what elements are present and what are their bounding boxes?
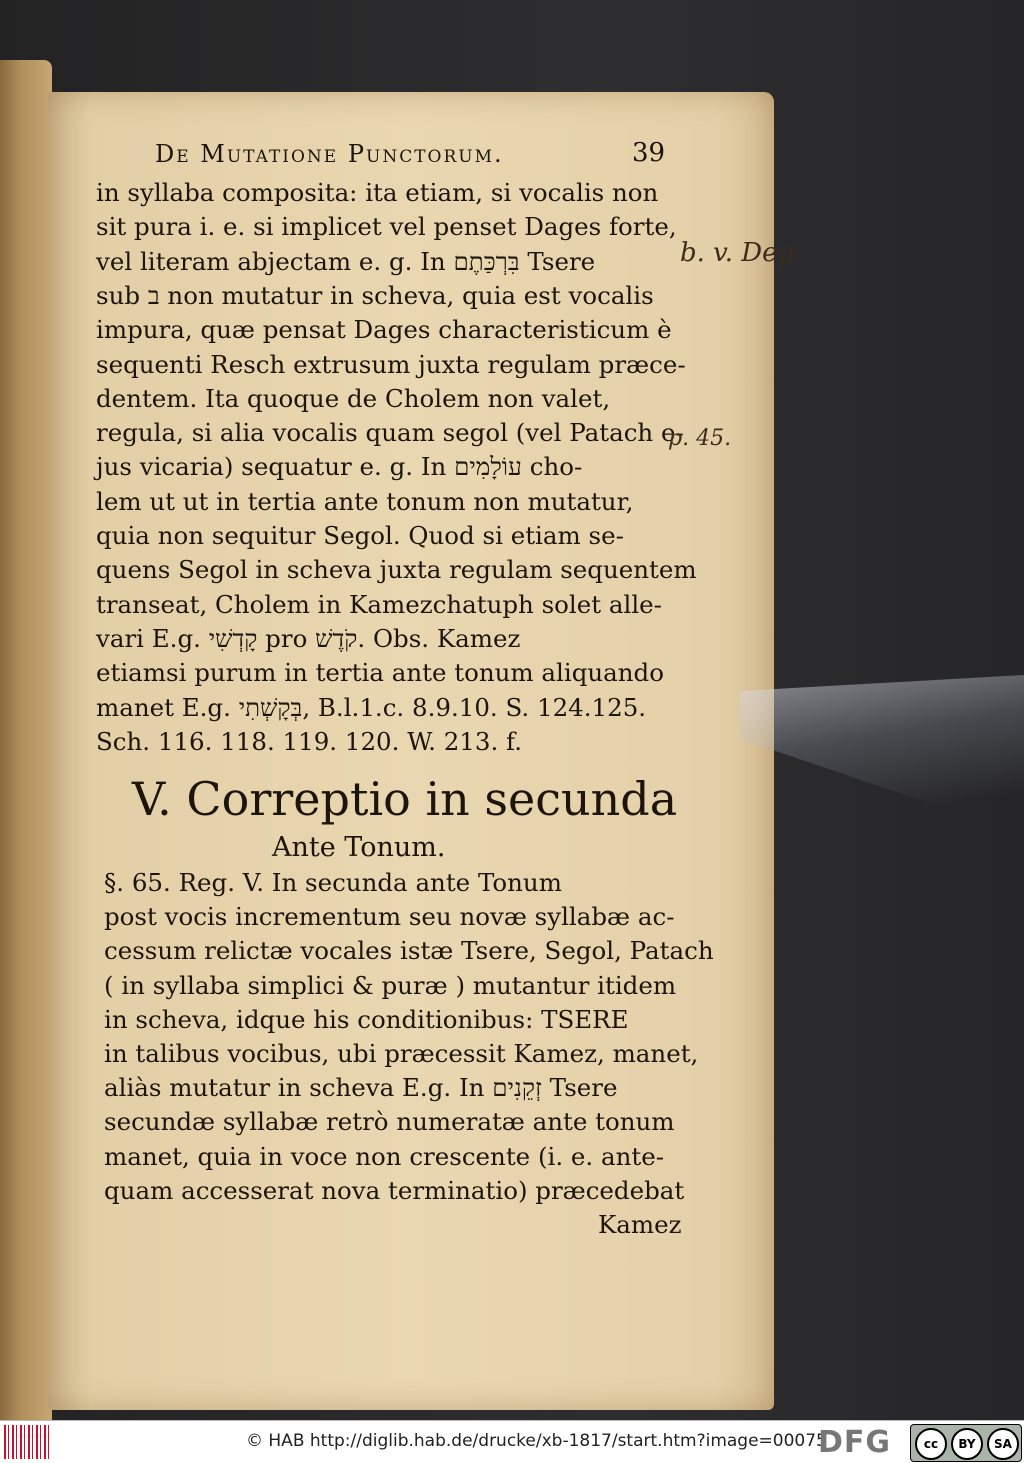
text-line: dentem. Ita quoque de Cholem non valet,	[96, 383, 611, 413]
section-title: V. Correptio in secunda	[132, 772, 678, 826]
dfg-logo: DFG	[818, 1425, 892, 1460]
text-line: lem ut ut in tertia ante tonum non mutatur,	[96, 486, 634, 516]
text-line: etiamsi purum in tertia ante tonum aliquando	[96, 658, 664, 688]
text-line: sub ב non mutatur in scheva, quia est vocalis	[96, 280, 654, 310]
footer-bar	[0, 1420, 1024, 1463]
sa-icon: SA	[987, 1428, 1019, 1460]
text-line: vari E.g. קָדְשִׁי pro קֹדֶשׁ. Obs. Kamez	[96, 623, 521, 653]
text-line: in talibus vocibus, ubi præcessit Kamez, manet,	[104, 1039, 699, 1068]
by-icon: BY	[951, 1428, 983, 1460]
page-clip	[740, 675, 1024, 835]
text-line: regula, si alia vocalis quam segol (vel Patach e-	[96, 418, 684, 448]
text-line: jus vicaria) sequatur e. g. In עוֹלָמִים cho-	[96, 452, 583, 482]
credit-link[interactable]: © HAB http://diglib.hab.de/drucke/xb-1817/start.htm?image=00075	[246, 1431, 827, 1451]
text-line: §. 65. Reg. V. In secunda ante Tonum	[104, 868, 562, 897]
section-subtitle: Ante Tonum.	[272, 832, 446, 863]
text-line: manet E.g. בְּקָשְׁתִי, B.l.1.c. 8.9.10. S. 124.125.	[96, 692, 647, 722]
text-line: Sch. 116. 118. 119. 120. W. 213. f.	[96, 726, 523, 756]
cc-icon: cc	[915, 1428, 947, 1460]
library-logo-icon	[4, 1425, 52, 1459]
margin-note: p. 45.	[668, 426, 732, 451]
text-line: Kamez	[598, 1210, 682, 1239]
text-line: quam accesserat nova terminatio) præcedebat	[104, 1175, 685, 1205]
text-line: in syllaba composita: ita etiam, si vocalis non	[96, 178, 659, 207]
text-line: post vocis incrementum seu novæ syllabæ ac-	[104, 902, 675, 932]
text-line: manet, quia in voce non crescente (i. e. ante-	[104, 1141, 665, 1171]
text-line: secundæ syllabæ retrò numeratæ ante tonum	[104, 1107, 675, 1137]
margin-note: b. v. Deg.	[680, 238, 803, 268]
text-line: quia non sequitur Segol. Quod si etiam se-	[96, 521, 624, 550]
text-line: sit pura i. e. si implicet vel penset Dages forte,	[96, 212, 677, 242]
text-line: in scheva, idque his conditionibus: TSERE	[104, 1004, 629, 1034]
running-header: De Mutatione Punctorum.	[155, 140, 504, 168]
text-line: impura, quæ pensat Dages characteristicum è	[96, 315, 672, 345]
page-number: 39	[632, 138, 666, 168]
text-line: aliàs mutatur in scheva E.g. In זְקֵנִים Tsere	[104, 1073, 618, 1103]
text-line: quens Segol in scheva juxta regulam sequentem	[96, 555, 697, 585]
text-line: sequenti Resch extrusum juxta regulam præce-	[96, 349, 686, 379]
text-line: cessum relictæ vocales istæ Tsere, Segol, Patach	[104, 936, 714, 966]
cc-license-icon[interactable]	[910, 1424, 1022, 1462]
facing-page-edge	[0, 60, 52, 1420]
text-line: ( in syllaba simplici & puræ ) mutantur itidem	[104, 970, 677, 1000]
text-line: transeat, Cholem in Kamezchatuph solet alle-	[96, 589, 662, 619]
text-line: vel literam abjectam e. g. In בִּרְכַּתֶם Tsere	[96, 246, 596, 276]
